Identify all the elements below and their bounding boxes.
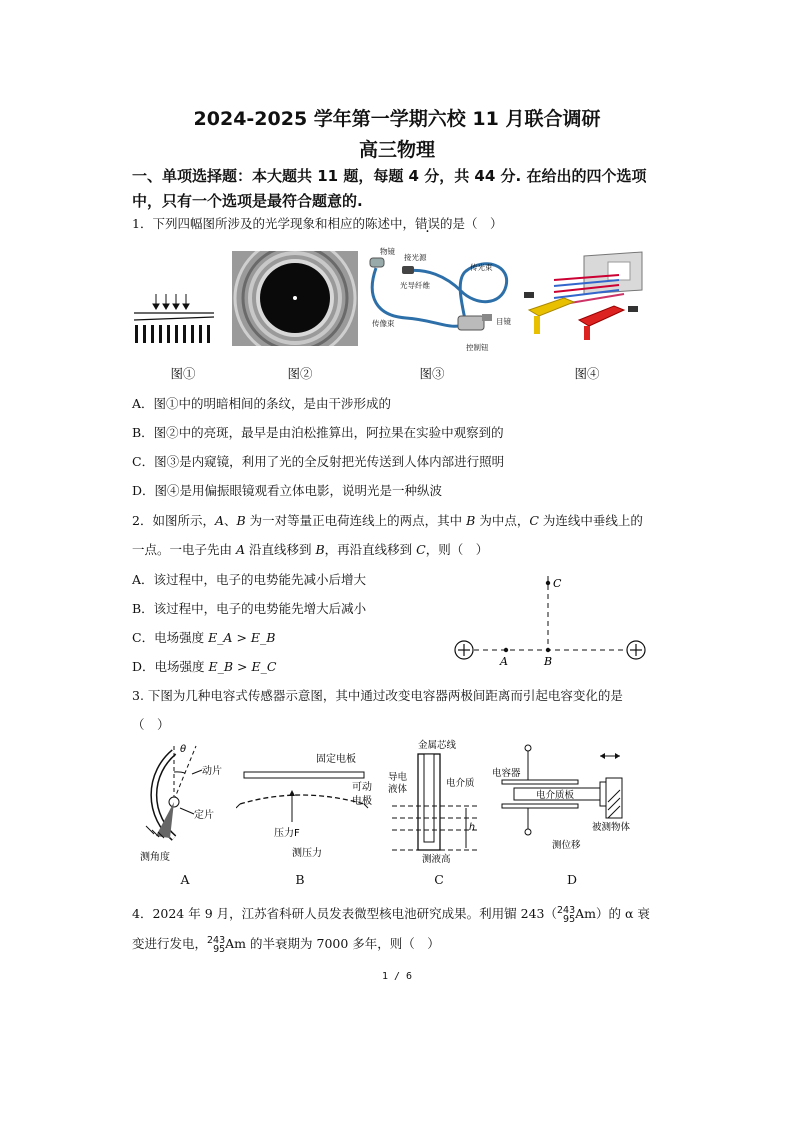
q3-option-c[interactable]: C — [434, 872, 444, 887]
fig3-label-fiber: 光导纤维 — [400, 281, 430, 290]
q3-option-d[interactable]: D — [566, 872, 578, 887]
q4-text: ）的 α 衰 — [596, 906, 650, 921]
exam-title: 2024-2025 学年第一学期六校 11 月联合调研 — [193, 108, 601, 130]
fig3-label-control: 控制钮 — [466, 343, 489, 352]
q3-c-h: h — [469, 822, 476, 833]
q1-figure-2 — [232, 251, 358, 346]
q2-stem-line1 — [132, 511, 643, 529]
q3-figure-a — [126, 738, 226, 866]
q3-b-movable-2: 电极 — [352, 796, 372, 807]
q3-figure-c — [386, 738, 490, 866]
q4-text: 变进行发电， — [132, 936, 208, 951]
q1-option-b[interactable]: B．图②中的亮斑，最早是由泊松推算出，阿拉果在实验中观察到的 — [132, 425, 504, 440]
q3-b-caption: 测压力 — [292, 848, 322, 859]
q3-c-dielectric: 电介质 — [446, 778, 475, 789]
q1-figure-1 — [132, 292, 217, 348]
section-heading-line1: 一、单项选择题：本大题共 11 题，每题 4 分，共 44 分. 在给出的四个选项 — [132, 167, 647, 185]
q2-option-c-math: E_A > E_B — [208, 630, 276, 645]
q4-atomic-number: 95 — [213, 943, 226, 955]
q2-var-b: B — [315, 542, 325, 557]
q3-c-liquid-1: 导电 — [388, 772, 408, 783]
q3-figure-b — [236, 742, 386, 862]
q2-option-c-text: C．电场强度 — [132, 630, 205, 645]
q4-nuclide-indices — [207, 936, 225, 954]
q2-option-d-math: E_B > E_C — [208, 659, 277, 674]
q4-stem-line2 — [132, 934, 440, 954]
q3-c-core: 金属芯线 — [418, 740, 457, 751]
q2-point-c: C — [553, 577, 562, 590]
q4-text: 4．2024 年 9 月，江苏省科研人员发表微型核电池研究成果。利用镅 243（ — [132, 906, 557, 921]
fig3-label-light-bundle: 传光束 — [470, 263, 493, 272]
q3-a-caption: 测角度 — [140, 852, 170, 863]
q3-b-movable-1: 可动 — [352, 782, 372, 793]
q2-option-b[interactable]: B．该过程中，电子的电势能先增大后减小 — [132, 601, 367, 616]
q3-figure-d — [490, 742, 650, 862]
q3-option-b[interactable]: B — [295, 872, 305, 887]
q2-var-c: C — [416, 542, 426, 557]
q2-option-c[interactable] — [132, 628, 275, 646]
fig3-label-eyepiece: 目镜 — [496, 317, 511, 326]
q1-caption-fig2: 图② — [287, 366, 313, 381]
q1-option-c[interactable]: C．图③是内窥镜，利用了光的全反射把光传送到人体内部进行照明 — [132, 454, 505, 469]
q2-figure — [452, 568, 652, 668]
q2-var-b: B — [466, 513, 476, 528]
q2-option-d-text: D．电场强度 — [132, 659, 205, 674]
q4-mass-number: 243 — [556, 904, 576, 916]
q1-figure-4 — [524, 250, 650, 342]
q3-a-theta: θ — [180, 744, 187, 755]
q1-stem — [132, 214, 503, 232]
q1-caption-fig1: 图① — [170, 366, 196, 381]
q1-figure-3 — [366, 246, 518, 356]
q2-text: 为一对等量正电荷连线上的两点，其中 — [245, 513, 467, 528]
q2-point-a: A — [500, 655, 508, 668]
q4-atomic-number: 95 — [563, 913, 576, 925]
q2-var-a: A — [214, 513, 224, 528]
q3-d-plate: 电介质板 — [536, 790, 575, 801]
q4-nuclide-indices — [557, 906, 575, 924]
fig3-label-light-source: 接光源 — [404, 253, 427, 262]
q1-option-a[interactable]: A．图①中的明暗相间的条纹，是由干涉形成的 — [132, 396, 392, 411]
q4-mass-number: 243 — [207, 934, 226, 946]
q2-var-c: C — [529, 513, 539, 528]
q1-stem-pre: 1．下列四幅图所涉及的光学现象和相应的陈述中， — [132, 216, 415, 231]
q2-var-a: A — [235, 542, 246, 557]
q4-stem-line1 — [132, 904, 650, 924]
q1-stem-post: 的是（ ） — [439, 216, 503, 231]
q4-element: Am — [225, 936, 247, 951]
section-heading-line2: 中，只有一个选项是最符合题意的. — [132, 192, 363, 210]
q2-text: ，则（ ） — [425, 542, 489, 557]
q1-caption-fig4: 图④ — [574, 366, 600, 381]
q2-text: 2．如图所示， — [132, 513, 215, 528]
fig3-label-objective: 物镜 — [380, 247, 395, 256]
q3-b-force: 压力F — [274, 828, 300, 839]
q3-c-caption: 测液高 — [422, 854, 451, 865]
q4-text: 的半衰期为 7000 多年，则（ ） — [246, 936, 440, 951]
q3-d-object: 被测物体 — [592, 822, 631, 833]
q4-element: Am — [575, 906, 597, 921]
q3-a-fixed: 定片 — [194, 810, 214, 821]
q3-bracket: （ ） — [132, 717, 170, 732]
q2-option-a[interactable]: A．该过程中，电子的电势能先减小后增大 — [132, 572, 367, 587]
q3-b-fixed: 固定电板 — [316, 754, 356, 765]
q3-stem: 3. 下图为几种电容式传感器示意图，其中通过改变电容器两极间距离而引起电容变化的是 — [132, 688, 623, 703]
q2-text: 一点。一电子先由 — [132, 542, 236, 557]
q1-option-d[interactable]: D．图④是用偏振眼镜观看立体电影，说明光是一种纵波 — [132, 483, 443, 498]
q2-text: ，再沿直线移到 — [324, 542, 417, 557]
q2-text: 沿直线移到 — [245, 542, 316, 557]
q1-caption-fig3: 图③ — [419, 366, 445, 381]
q2-text: 为中点， — [475, 513, 530, 528]
q2-var-b: B — [236, 513, 246, 528]
q2-option-d[interactable] — [132, 657, 276, 675]
q3-a-moving: 动片 — [202, 766, 222, 777]
q2-sep: 、 — [224, 513, 237, 528]
q3-option-a[interactable]: A — [180, 872, 190, 887]
q3-c-liquid-2: 液体 — [388, 784, 408, 795]
q3-d-capacitor: 电容器 — [492, 768, 521, 779]
q2-point-b: B — [544, 655, 553, 668]
exam-subtitle: 高三物理 — [358, 139, 435, 161]
fig3-label-image-bundle: 传像束 — [372, 319, 395, 328]
q2-stem-line2 — [132, 540, 488, 558]
q3-d-caption: 测位移 — [552, 840, 581, 851]
q2-text: 为连线中垂线上的 — [538, 513, 643, 528]
q1-stem-emphasis: 错误 — [414, 216, 440, 231]
page-number: 1 / 6 — [381, 971, 413, 982]
